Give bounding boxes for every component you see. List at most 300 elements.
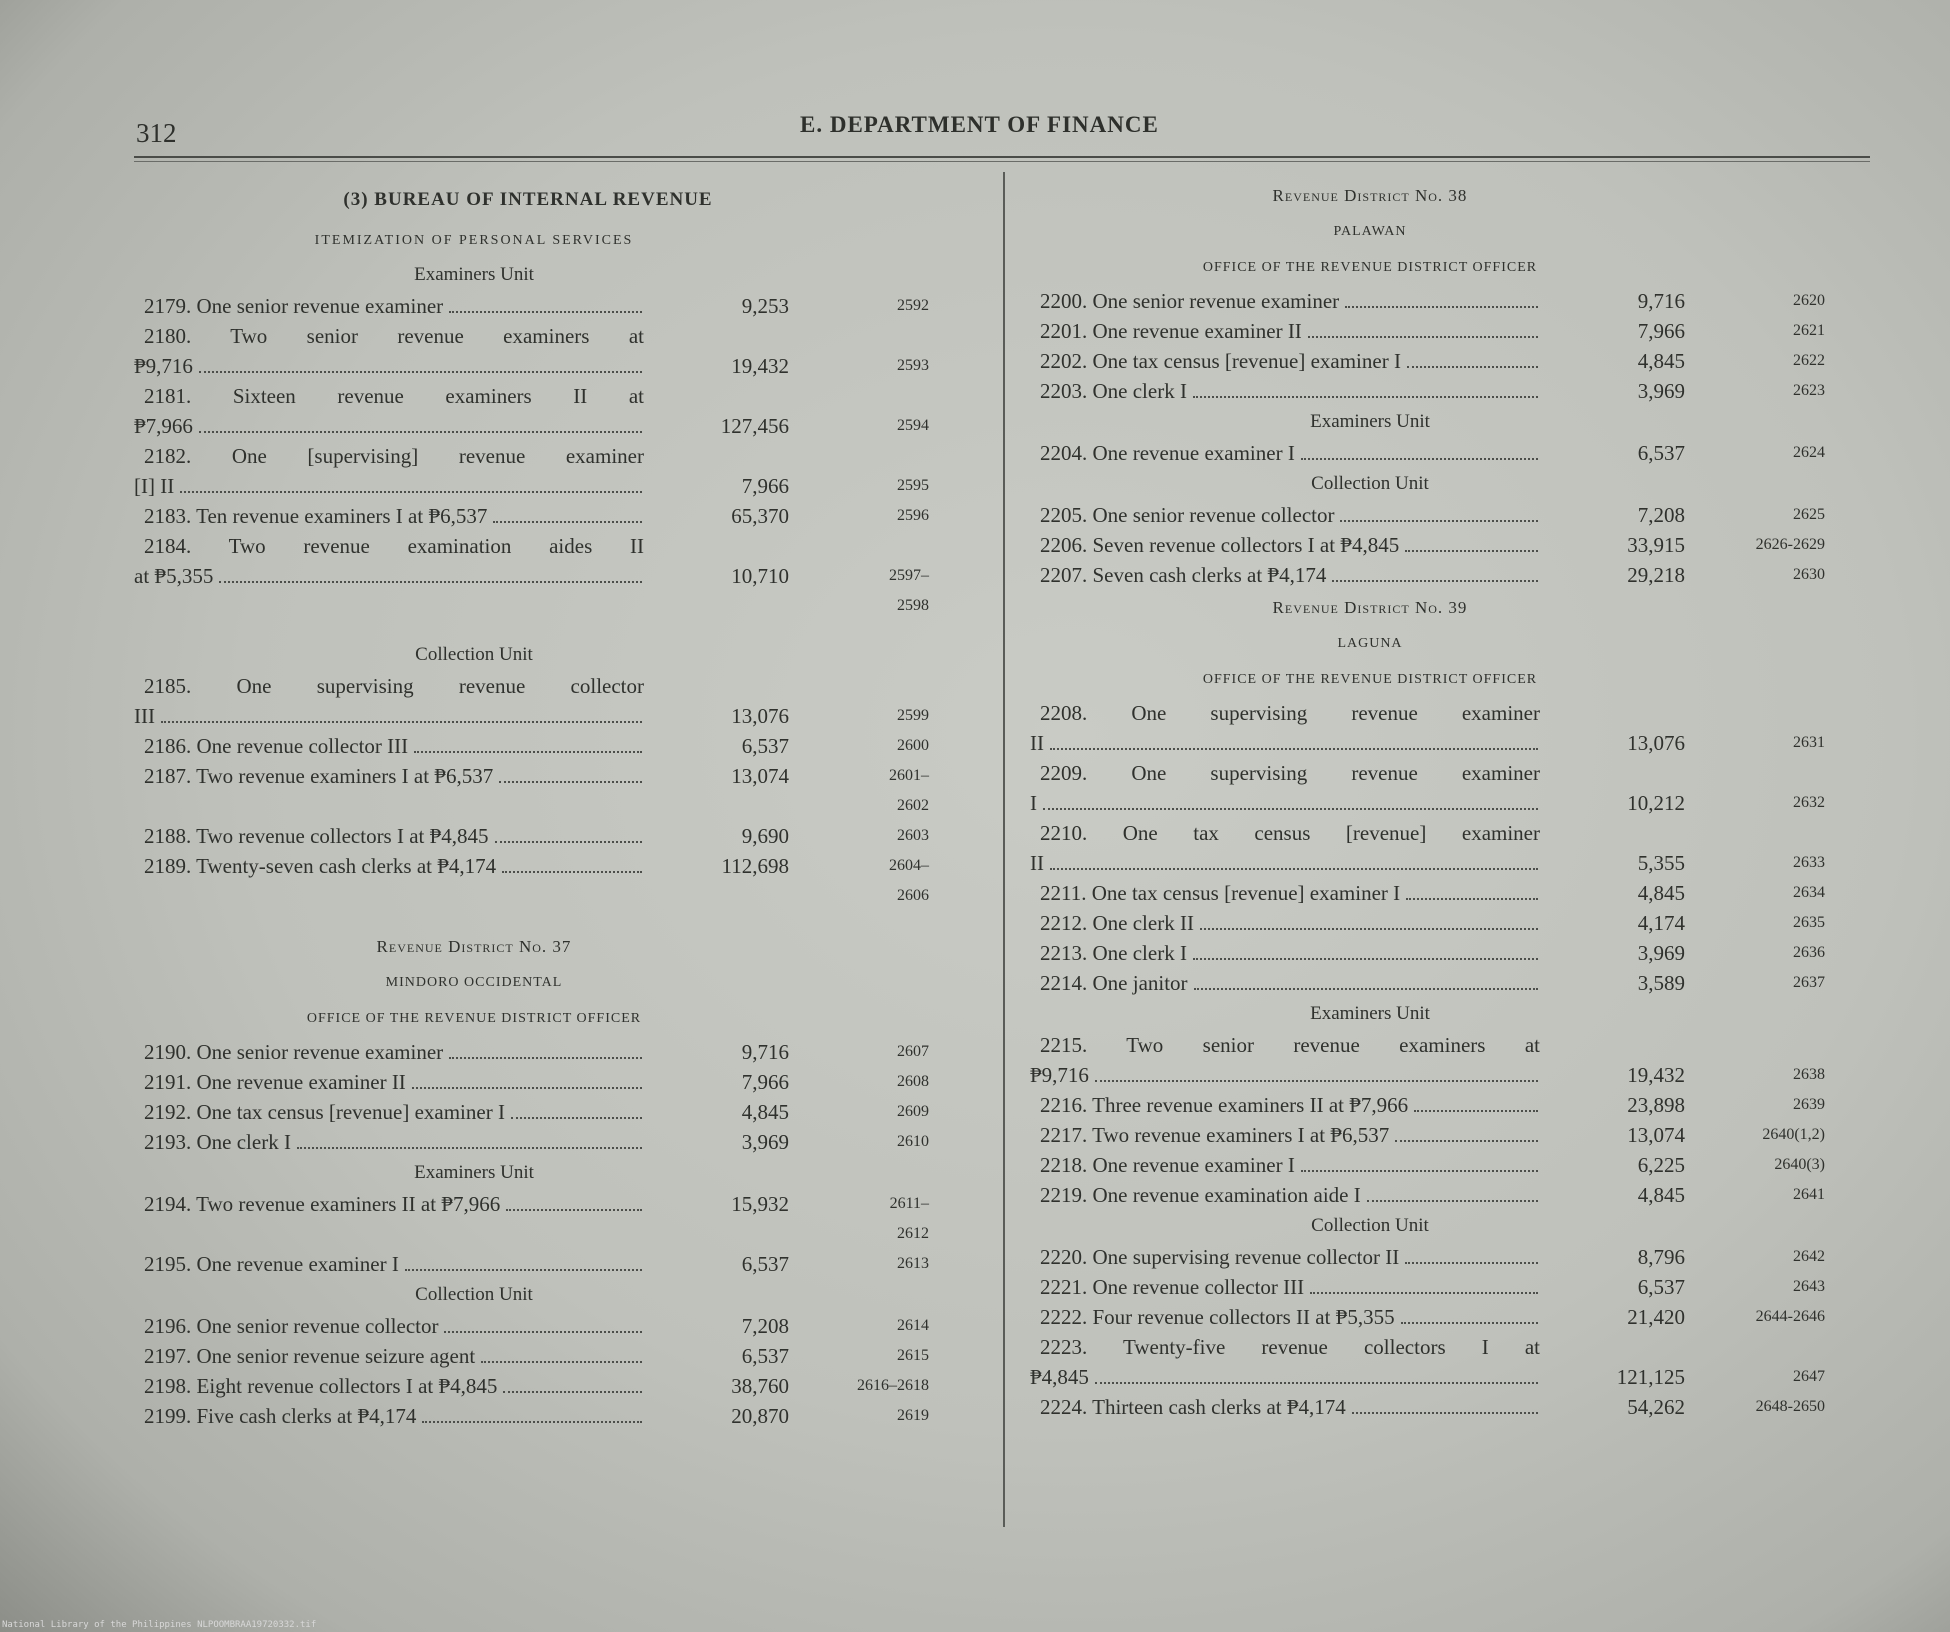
item-amount: 6,537 bbox=[741, 1252, 789, 1276]
item-reference: 2648-2650 bbox=[1755, 1398, 1825, 1415]
item-text-continued bbox=[1030, 788, 1540, 818]
item-reference: 2641 bbox=[1793, 1186, 1825, 1203]
item-reference-cont: 2606 bbox=[897, 887, 929, 904]
item-group bbox=[1030, 438, 1880, 468]
item-amount: 29,218 bbox=[1627, 563, 1685, 587]
item-text: 2194. Two revenue examiners II at ₱7,966 bbox=[144, 1192, 501, 1216]
item-amount: 38,760 bbox=[731, 1374, 789, 1398]
item-text: 2217. Two revenue examiners I at ₱6,537 bbox=[1040, 1123, 1390, 1147]
item-description bbox=[1030, 1090, 1540, 1120]
item-text: 2193. One clerk I bbox=[144, 1130, 291, 1154]
unit-heading: Examiners Unit bbox=[1310, 1003, 1430, 1024]
item-text-tail: ₱7,966 bbox=[134, 414, 193, 438]
item-text-continued bbox=[134, 561, 644, 591]
dot-leader bbox=[1043, 788, 1538, 810]
item-amount: 10,710 bbox=[731, 564, 789, 588]
item-amount: 6,537 bbox=[741, 1344, 789, 1368]
item-reference: 2644-2646 bbox=[1755, 1308, 1825, 1325]
item-text-line bbox=[1030, 1272, 1540, 1302]
item-text-line bbox=[1030, 1242, 1540, 1272]
item-text-tail: III bbox=[134, 704, 155, 728]
item-amount: 4,845 bbox=[1637, 349, 1685, 373]
dot-leader bbox=[503, 1371, 642, 1393]
dot-leader bbox=[1406, 878, 1538, 900]
item-reference: 2639 bbox=[1793, 1096, 1825, 1113]
item-text: 2190. One senior revenue examiner bbox=[144, 1040, 444, 1064]
dot-leader bbox=[1395, 1120, 1538, 1142]
item-group bbox=[134, 1037, 992, 1157]
item-text: 2209. One supervising revenue examiner bbox=[1040, 761, 1540, 785]
unit-heading: Collection Unit bbox=[415, 1284, 533, 1305]
dot-leader bbox=[506, 1189, 642, 1211]
item-reference: 2631 bbox=[1793, 734, 1825, 751]
item-reference: 2593 bbox=[897, 357, 929, 374]
line-item bbox=[1030, 878, 1880, 908]
line-item-continued bbox=[134, 591, 992, 621]
item-reference: 2619 bbox=[897, 1407, 929, 1424]
item-reference: 2614 bbox=[897, 1317, 929, 1334]
item-text-line bbox=[1030, 938, 1540, 968]
dot-leader bbox=[422, 1401, 642, 1423]
item-amount: 8,796 bbox=[1637, 1245, 1685, 1269]
item-description bbox=[134, 1341, 644, 1371]
item-reference: 2599 bbox=[897, 707, 929, 724]
header-rule-thin bbox=[134, 161, 1870, 162]
item-description bbox=[1030, 1242, 1540, 1272]
item-reference: 2597– bbox=[889, 567, 929, 584]
item-reference: 2596 bbox=[897, 507, 929, 524]
item-text-line bbox=[134, 1037, 644, 1067]
item-description bbox=[1030, 346, 1540, 376]
item-text-continued bbox=[134, 701, 644, 731]
dot-leader bbox=[161, 701, 642, 723]
column-divider bbox=[1003, 172, 1005, 1527]
line-item-continued bbox=[134, 1219, 992, 1249]
item-text: 2188. Two revenue collectors I at ₱4,845 bbox=[144, 824, 489, 848]
dot-leader bbox=[1050, 848, 1538, 870]
dot-leader bbox=[1193, 376, 1538, 398]
item-reference: 2643 bbox=[1793, 1278, 1825, 1295]
item-reference: 2603 bbox=[897, 827, 929, 844]
item-description bbox=[1030, 500, 1540, 530]
item-text-line bbox=[1030, 908, 1540, 938]
dot-leader bbox=[1407, 346, 1538, 368]
line-item bbox=[1030, 1150, 1880, 1180]
district-heading: Revenue District No. 39 bbox=[1272, 598, 1468, 617]
header-rule bbox=[134, 156, 1870, 158]
item-reference: 2640(3) bbox=[1774, 1156, 1825, 1173]
item-description bbox=[134, 441, 644, 501]
item-group bbox=[1030, 698, 1880, 998]
dot-leader bbox=[219, 561, 642, 583]
bureau-heading: (3) BUREAU OF INTERNAL REVENUE bbox=[343, 189, 713, 210]
item-text-line bbox=[1030, 1392, 1540, 1422]
dot-leader bbox=[180, 471, 642, 493]
office-heading: OFFICE OF THE REVENUE DISTRICT OFFICER bbox=[1202, 260, 1538, 275]
item-text: 2219. One revenue examination aide I bbox=[1040, 1183, 1361, 1207]
item-description bbox=[1030, 316, 1540, 346]
item-amount: 19,432 bbox=[731, 354, 789, 378]
item-reference: 2609 bbox=[897, 1103, 929, 1120]
item-amount: 121,125 bbox=[1616, 1365, 1685, 1389]
item-group bbox=[1030, 1030, 1880, 1210]
line-item bbox=[134, 851, 992, 881]
item-text-line bbox=[134, 1371, 644, 1401]
item-text: 2212. One clerk II bbox=[1040, 911, 1194, 935]
item-reference: 2626-2629 bbox=[1755, 536, 1825, 553]
line-item bbox=[1030, 908, 1880, 938]
item-text-line bbox=[134, 291, 644, 321]
item-text-tail: at ₱5,355 bbox=[134, 564, 214, 588]
dot-leader bbox=[1301, 438, 1538, 460]
item-amount: 3,969 bbox=[1637, 379, 1685, 403]
line-item bbox=[1030, 698, 1880, 758]
item-group bbox=[134, 1189, 992, 1279]
item-amount: 9,253 bbox=[741, 294, 789, 318]
item-amount: 3,969 bbox=[1637, 941, 1685, 965]
item-group bbox=[1030, 286, 1880, 406]
item-text: 2218. One revenue examiner I bbox=[1040, 1153, 1295, 1177]
line-item bbox=[1030, 530, 1880, 560]
line-item bbox=[134, 381, 992, 441]
item-amount: 7,208 bbox=[741, 1314, 789, 1338]
dot-leader bbox=[405, 1249, 642, 1271]
item-reference: 2633 bbox=[1793, 854, 1825, 871]
dot-leader bbox=[502, 851, 642, 873]
item-text: 2220. One supervising revenue collector II bbox=[1040, 1245, 1400, 1269]
line-item bbox=[1030, 1242, 1880, 1272]
item-amount: 10,212 bbox=[1627, 791, 1685, 815]
item-text: 2207. Seven cash clerks at ₱4,174 bbox=[1040, 563, 1327, 587]
dot-leader bbox=[1095, 1060, 1538, 1082]
page-title: E. DEPARTMENT OF FINANCE bbox=[800, 112, 1159, 137]
item-description bbox=[134, 1249, 644, 1279]
item-text: 2191. One revenue examiner II bbox=[144, 1070, 406, 1094]
item-text-line bbox=[134, 731, 644, 761]
item-description bbox=[134, 671, 644, 731]
line-item bbox=[134, 1067, 992, 1097]
item-text-line bbox=[134, 501, 644, 531]
line-item bbox=[134, 1249, 992, 1279]
place-heading: LAGUNA bbox=[1337, 636, 1403, 651]
item-amount: 9,690 bbox=[741, 824, 789, 848]
item-amount: 54,262 bbox=[1627, 1395, 1685, 1419]
dot-leader bbox=[1308, 316, 1538, 338]
dot-leader bbox=[481, 1341, 642, 1363]
unit-heading: Collection Unit bbox=[415, 644, 533, 665]
line-item bbox=[134, 731, 992, 761]
scan-footer: National Library of the Philippines NLPOOMBRAA19720332.tif bbox=[2, 1620, 317, 1630]
item-text-tail: ₱9,716 bbox=[1030, 1063, 1089, 1087]
item-reference: 2647 bbox=[1793, 1368, 1825, 1385]
item-description bbox=[134, 851, 644, 881]
item-amount: 3,589 bbox=[1637, 971, 1685, 995]
item-text-line bbox=[1030, 1180, 1540, 1210]
item-reference: 2630 bbox=[1793, 566, 1825, 583]
item-amount: 19,432 bbox=[1627, 1063, 1685, 1087]
line-item bbox=[134, 1311, 992, 1341]
dot-leader bbox=[1301, 1150, 1538, 1172]
item-amount: 7,966 bbox=[1637, 319, 1685, 343]
item-text-continued bbox=[1030, 728, 1540, 758]
item-reference: 2594 bbox=[897, 417, 929, 434]
line-item bbox=[134, 291, 992, 321]
item-reference: 2615 bbox=[897, 1347, 929, 1364]
item-text: 2199. Five cash clerks at ₱4,174 bbox=[144, 1404, 417, 1428]
item-reference: 2622 bbox=[1793, 352, 1825, 369]
item-description bbox=[1030, 758, 1540, 818]
item-description bbox=[1030, 1120, 1540, 1150]
line-item bbox=[1030, 438, 1880, 468]
item-description bbox=[1030, 286, 1540, 316]
item-text-line bbox=[1030, 1302, 1540, 1332]
item-amount: 21,420 bbox=[1627, 1305, 1685, 1329]
line-item bbox=[134, 501, 992, 531]
item-amount: 9,716 bbox=[741, 1040, 789, 1064]
item-text: 2182. One [supervising] revenue examiner bbox=[144, 444, 644, 468]
item-description bbox=[1030, 908, 1540, 938]
item-text-continued bbox=[134, 411, 644, 441]
item-description bbox=[134, 731, 644, 761]
line-item bbox=[1030, 1302, 1880, 1332]
dot-leader bbox=[199, 351, 642, 373]
item-amount: 20,870 bbox=[731, 1404, 789, 1428]
item-text: 2204. One revenue examiner I bbox=[1040, 441, 1295, 465]
line-item bbox=[1030, 938, 1880, 968]
item-group bbox=[134, 671, 992, 911]
dot-leader bbox=[412, 1067, 642, 1089]
item-reference: 2634 bbox=[1793, 884, 1825, 901]
item-description bbox=[1030, 376, 1540, 406]
item-text: 2192. One tax census [revenue] examiner I bbox=[144, 1100, 505, 1124]
line-item bbox=[1030, 1030, 1880, 1090]
item-reference: 2610 bbox=[897, 1133, 929, 1150]
item-text: 2184. Two revenue examination aides II bbox=[144, 534, 644, 558]
item-text-line bbox=[134, 1097, 644, 1127]
line-item bbox=[134, 821, 992, 851]
line-item bbox=[1030, 1120, 1880, 1150]
item-text-line bbox=[1030, 316, 1540, 346]
item-group bbox=[1030, 1242, 1880, 1422]
item-amount: 6,537 bbox=[741, 734, 789, 758]
item-amount: 13,076 bbox=[1627, 731, 1685, 755]
item-description bbox=[1030, 968, 1540, 998]
unit-heading: Collection Unit bbox=[1311, 473, 1429, 494]
item-reference: 2611– bbox=[889, 1195, 929, 1212]
line-item bbox=[1030, 1392, 1880, 1422]
item-reference: 2600 bbox=[897, 737, 929, 754]
item-group bbox=[134, 291, 992, 621]
item-description bbox=[1030, 1180, 1540, 1210]
item-text: 2186. One revenue collector III bbox=[144, 734, 409, 758]
item-reference: 2640(1,2) bbox=[1762, 1126, 1825, 1143]
item-reference: 2635 bbox=[1793, 914, 1825, 931]
item-description bbox=[134, 1067, 644, 1097]
line-item bbox=[134, 1371, 992, 1401]
unit-heading: Collection Unit bbox=[1311, 1215, 1429, 1236]
item-text-line bbox=[134, 761, 644, 791]
office-heading: OFFICE OF THE REVENUE DISTRICT OFFICER bbox=[306, 1011, 642, 1026]
item-text-line bbox=[134, 1401, 644, 1431]
item-text-tail: ₱9,716 bbox=[134, 354, 193, 378]
item-reference: 2632 bbox=[1793, 794, 1825, 811]
item-text: 2203. One clerk I bbox=[1040, 379, 1187, 403]
left-column bbox=[134, 178, 992, 1431]
item-description bbox=[134, 1371, 644, 1401]
item-description bbox=[1030, 698, 1540, 758]
item-amount: 7,208 bbox=[1637, 503, 1685, 527]
item-reference: 2621 bbox=[1793, 322, 1825, 339]
item-text: 2185. One supervising revenue collector bbox=[144, 674, 644, 698]
item-reference: 2607 bbox=[897, 1043, 929, 1060]
item-amount: 7,966 bbox=[741, 474, 789, 498]
item-text-tail: I bbox=[1030, 791, 1037, 815]
item-description bbox=[1030, 1150, 1540, 1180]
item-group bbox=[1030, 500, 1880, 590]
item-text-line bbox=[1030, 1090, 1540, 1120]
item-text-line bbox=[1030, 878, 1540, 908]
dot-leader bbox=[199, 411, 642, 433]
item-reference: 2592 bbox=[897, 297, 929, 314]
line-item bbox=[1030, 818, 1880, 878]
item-text: 2214. One janitor bbox=[1040, 971, 1188, 995]
item-description bbox=[1030, 1272, 1540, 1302]
item-amount: 23,898 bbox=[1627, 1093, 1685, 1117]
line-item bbox=[1030, 1272, 1880, 1302]
item-text-line bbox=[1030, 560, 1540, 590]
item-text-line bbox=[134, 821, 644, 851]
line-item bbox=[134, 761, 992, 791]
dot-leader bbox=[499, 761, 642, 783]
line-item bbox=[134, 1037, 992, 1067]
line-item bbox=[1030, 316, 1880, 346]
item-text: 2187. Two revenue examiners I at ₱6,537 bbox=[144, 764, 494, 788]
item-text: 2201. One revenue examiner II bbox=[1040, 319, 1302, 343]
item-text-line bbox=[1030, 968, 1540, 998]
item-amount: 6,537 bbox=[1637, 441, 1685, 465]
district-heading: Revenue District No. 38 bbox=[1272, 186, 1468, 205]
right-column bbox=[1030, 178, 1880, 1422]
item-reference: 2624 bbox=[1793, 444, 1825, 461]
item-text: 2211. One tax census [revenue] examiner I bbox=[1040, 881, 1401, 905]
item-text-continued bbox=[1030, 848, 1540, 878]
line-item bbox=[134, 1189, 992, 1219]
item-amount: 4,845 bbox=[1637, 1183, 1685, 1207]
item-text-line bbox=[1030, 530, 1540, 560]
item-description bbox=[134, 1037, 644, 1067]
line-item bbox=[1030, 1090, 1880, 1120]
line-item bbox=[1030, 500, 1880, 530]
page-number: 312 bbox=[136, 118, 177, 148]
item-text-line bbox=[1030, 286, 1540, 316]
dot-leader bbox=[1193, 938, 1538, 960]
item-amount: 6,537 bbox=[1637, 1275, 1685, 1299]
dot-leader bbox=[1401, 1302, 1538, 1324]
item-amount: 15,932 bbox=[731, 1192, 789, 1216]
item-amount: 4,174 bbox=[1637, 911, 1685, 935]
unit-heading: Examiners Unit bbox=[1310, 411, 1430, 432]
item-description bbox=[134, 761, 644, 791]
item-text: 2181. Sixteen revenue examiners II at bbox=[144, 384, 644, 408]
dot-leader bbox=[414, 731, 642, 753]
item-description bbox=[134, 291, 644, 321]
item-description bbox=[1030, 878, 1540, 908]
item-text: 2179. One senior revenue examiner bbox=[144, 294, 444, 318]
item-reference: 2608 bbox=[897, 1073, 929, 1090]
item-text: 2196. One senior revenue collector bbox=[144, 1314, 439, 1338]
line-item-continued bbox=[134, 791, 992, 821]
item-text-line bbox=[1030, 346, 1540, 376]
item-description bbox=[1030, 1302, 1540, 1332]
dot-leader bbox=[1200, 908, 1538, 930]
line-item bbox=[134, 441, 992, 501]
dot-leader bbox=[1340, 500, 1538, 522]
item-text: 2224. Thirteen cash clerks at ₱4,174 bbox=[1040, 1395, 1346, 1419]
dot-leader bbox=[297, 1127, 642, 1149]
item-reference: 2616–2618 bbox=[857, 1377, 929, 1394]
item-amount: 4,845 bbox=[741, 1100, 789, 1124]
item-description bbox=[134, 501, 644, 531]
item-text-continued bbox=[134, 471, 644, 501]
item-description bbox=[134, 531, 644, 591]
dot-leader bbox=[1310, 1272, 1538, 1294]
item-text: 2215. Two senior revenue examiners at bbox=[1040, 1033, 1540, 1057]
dot-leader bbox=[1367, 1180, 1538, 1202]
line-item bbox=[134, 1127, 992, 1157]
line-item bbox=[134, 321, 992, 381]
dot-leader bbox=[493, 501, 642, 523]
item-text: 2213. One clerk I bbox=[1040, 941, 1187, 965]
item-reference: 2604– bbox=[889, 857, 929, 874]
item-text-line bbox=[134, 1249, 644, 1279]
item-description bbox=[134, 1401, 644, 1431]
office-heading: OFFICE OF THE REVENUE DISTRICT OFFICER bbox=[1202, 672, 1538, 687]
dot-leader bbox=[495, 821, 642, 843]
line-item bbox=[134, 671, 992, 731]
item-reference: 2601– bbox=[889, 767, 929, 784]
item-group bbox=[134, 1311, 992, 1431]
item-amount: 3,969 bbox=[741, 1130, 789, 1154]
unit-heading: Examiners Unit bbox=[414, 264, 534, 285]
line-item bbox=[1030, 560, 1880, 590]
item-description bbox=[1030, 560, 1540, 590]
item-text-continued bbox=[1030, 1362, 1540, 1392]
item-text-line bbox=[134, 1067, 644, 1097]
item-text-line bbox=[134, 851, 644, 881]
item-reference: 2625 bbox=[1793, 506, 1825, 523]
item-description bbox=[134, 1189, 644, 1219]
item-text: 2189. Twenty-seven cash clerks at ₱4,174 bbox=[144, 854, 497, 878]
line-item bbox=[1030, 376, 1880, 406]
item-description bbox=[134, 1311, 644, 1341]
item-amount: 33,915 bbox=[1627, 533, 1685, 557]
dot-leader bbox=[1194, 968, 1538, 990]
item-description bbox=[1030, 938, 1540, 968]
dot-leader bbox=[1405, 530, 1538, 552]
item-description bbox=[134, 821, 644, 851]
item-reference-cont: 2598 bbox=[897, 597, 929, 614]
item-text: 2216. Three revenue examiners II at ₱7,966 bbox=[1040, 1093, 1409, 1117]
item-amount: 127,456 bbox=[720, 414, 789, 438]
dot-leader bbox=[1414, 1090, 1538, 1112]
dot-leader bbox=[449, 1037, 642, 1059]
item-reference: 2613 bbox=[897, 1255, 929, 1272]
item-text-line bbox=[134, 1341, 644, 1371]
line-item bbox=[1030, 968, 1880, 998]
item-text: 2198. Eight revenue collectors I at ₱4,845 bbox=[144, 1374, 498, 1398]
itemization-heading: ITEMIZATION OF PERSONAL SERVICES bbox=[314, 233, 634, 248]
dot-leader bbox=[444, 1311, 642, 1333]
